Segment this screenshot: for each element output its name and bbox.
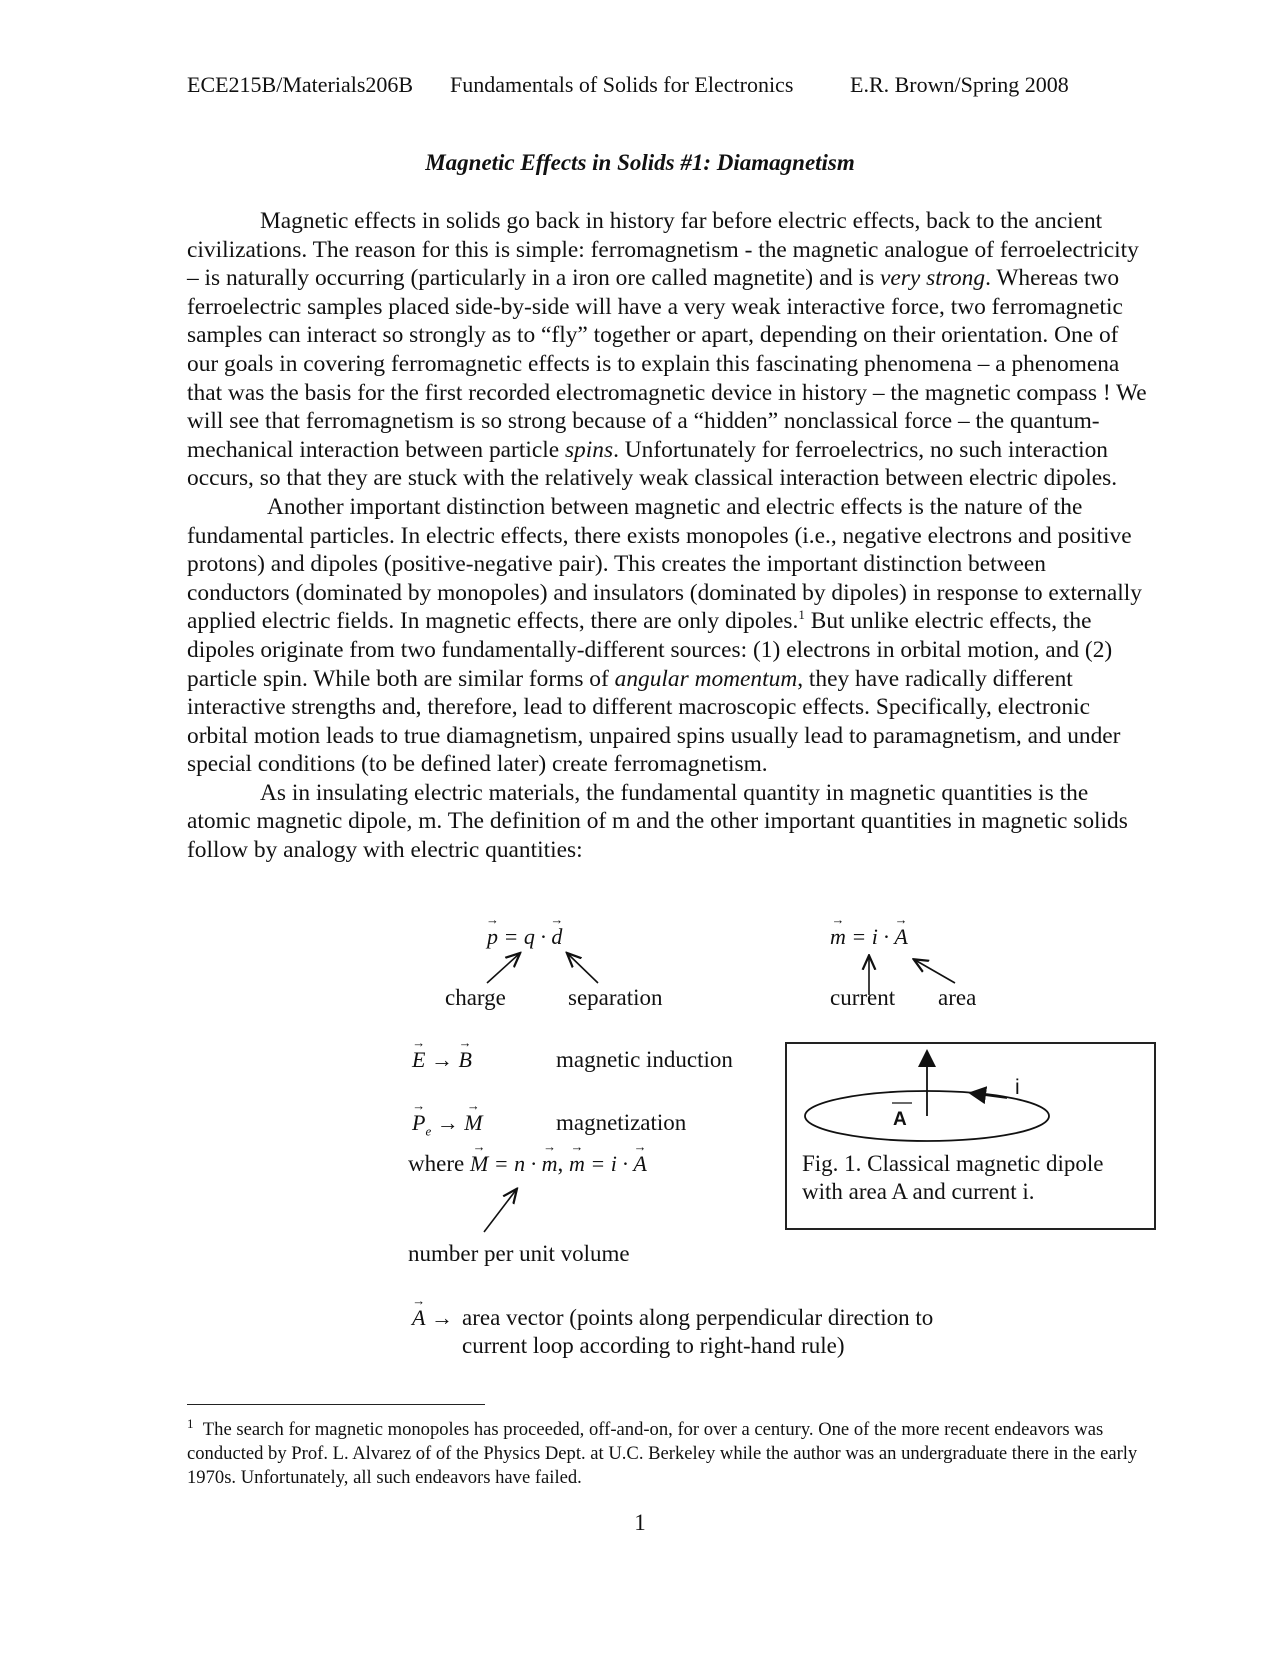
footnote-text: The search for magnetic monopoles has proceeded, off-and-on, for over a century. One of the more recent endeavors was conducted by Prof. L. Alvarez of of the Physics Dept. at U.C. Berkeley while the author was an undergraduate there in the early 1970s. Unfortunately, all such endeavors have failed.	[187, 1419, 1138, 1488]
footnote-separator	[187, 1404, 485, 1405]
current-label: i	[1015, 1076, 1020, 1099]
figure-caption: Fig. 1. Classical magnetic dipole with area A and current i.	[802, 1151, 1104, 1204]
area-label: A	[893, 1109, 907, 1130]
label-current: current	[830, 985, 896, 1010]
paragraph-1: Magnetic effects in solids go back in history far before electric effects, back to the ancient civilizations. The reason for this is simple: ferromagnetism - the magnetic analogue of ferroelectricity – is naturally occurring (particularly in a iron ore called magnetite) and is very strong. Whereas two ferroelectric samples placed side-by-side will have a very weak interactive force, two ferromagnetic samples can interact so strongly as to “fly” together or apart, depending on their orientation. One of our goals in covering ferromagnetic effects is to explain this fascinating phenomena – a phenomena that was the basis for the first recorded electromagnetic device in history – the magnetic compass ! We will see that ferromagnetism is so strong because of a “hidden” nonclassical force – the quantum-mechanical interaction between particle spins. Unfortunately for ferroelectrics, no such interaction occurs, so that they are stuck with the relatively weak classical interaction between electric dipoles.	[187, 208, 1147, 492]
arrow-to-q	[487, 954, 519, 983]
label-separation: separation	[568, 985, 663, 1010]
dipole-diagram	[787, 1044, 1158, 1154]
area-vector-line-1: area vector (points along perpendicular direction to	[462, 1305, 934, 1330]
label-charge: charge	[445, 985, 506, 1010]
figure-1	[785, 1042, 1156, 1230]
page-number: 1	[634, 1510, 646, 1535]
equation-where: where → M = n · → m, → m = i · → A	[408, 1151, 647, 1177]
equation-dipole-electric: → p = q · → d	[487, 924, 562, 950]
label-number-per-unit-volume: number per unit volume	[408, 1241, 630, 1266]
equation-area-vector-symbol: → A →	[412, 1305, 453, 1331]
header-title: Fundamentals of Solids for Electronics	[450, 72, 794, 97]
equation-e-to-b: → E → → B	[412, 1047, 472, 1073]
footnote-mark: 1	[187, 1415, 194, 1431]
document-title: Magnetic Effects in Solids #1: Diamagnetism	[425, 150, 855, 175]
paragraph-3: As in insulating electric materials, the fundamental quantity in magnetic quantities is the atomic magnetic dipole, m. The definition of m and the other important quantities in magnetic solids follow by analogy with electric quantities:	[187, 779, 1128, 864]
header-author: E.R. Brown/Spring 2008	[850, 72, 1069, 97]
header-course: ECE215B/Materials206B	[187, 72, 414, 97]
footnote-ref: 1	[798, 607, 805, 623]
footnote	[187, 1415, 1147, 1490]
label-area: area	[938, 985, 977, 1010]
area-vector-line-2: current loop according to right-hand rule)	[462, 1333, 845, 1358]
arrow-to-A	[915, 960, 955, 983]
label-magnetic-induction: magnetic induction	[556, 1047, 733, 1072]
paragraph-2: Another important distinction between magnetic and electric effects is the nature of the fundamental particles. In electric effects, there exists monopoles (i.e., negative electrons and positive protons) and dipoles (positive-negative pair). This creates the important distinction between conductors (dominated by monopoles) and insulators (dominated by dipoles) in response to externally applied electric fields. In magnetic effects, there are only dipoles.$^1$ But unlike electric effects, the dipoles originate from two fundamentally-different sources: (1) electrons in orbital motion, and (2) particle spin. While both are similar forms of angular momentum, they have radically different interactive strengths and, therefore, lead to different macroscopic effects. Specifically, electronic orbital motion leads to true diamagnetism, unpaired spins usually lead to paramagnetism, and under special conditions (to be defined later) create ferromagnetism.	[187, 493, 1142, 778]
equation-dipole-magnetic: → m = i · → A	[830, 924, 908, 950]
arrow-to-n	[484, 1190, 516, 1232]
arrow-to-d	[568, 954, 598, 983]
equation-pe-to-m: → $P_e$ → → M	[412, 1110, 483, 1139]
label-magnetization: magnetization	[556, 1110, 687, 1135]
